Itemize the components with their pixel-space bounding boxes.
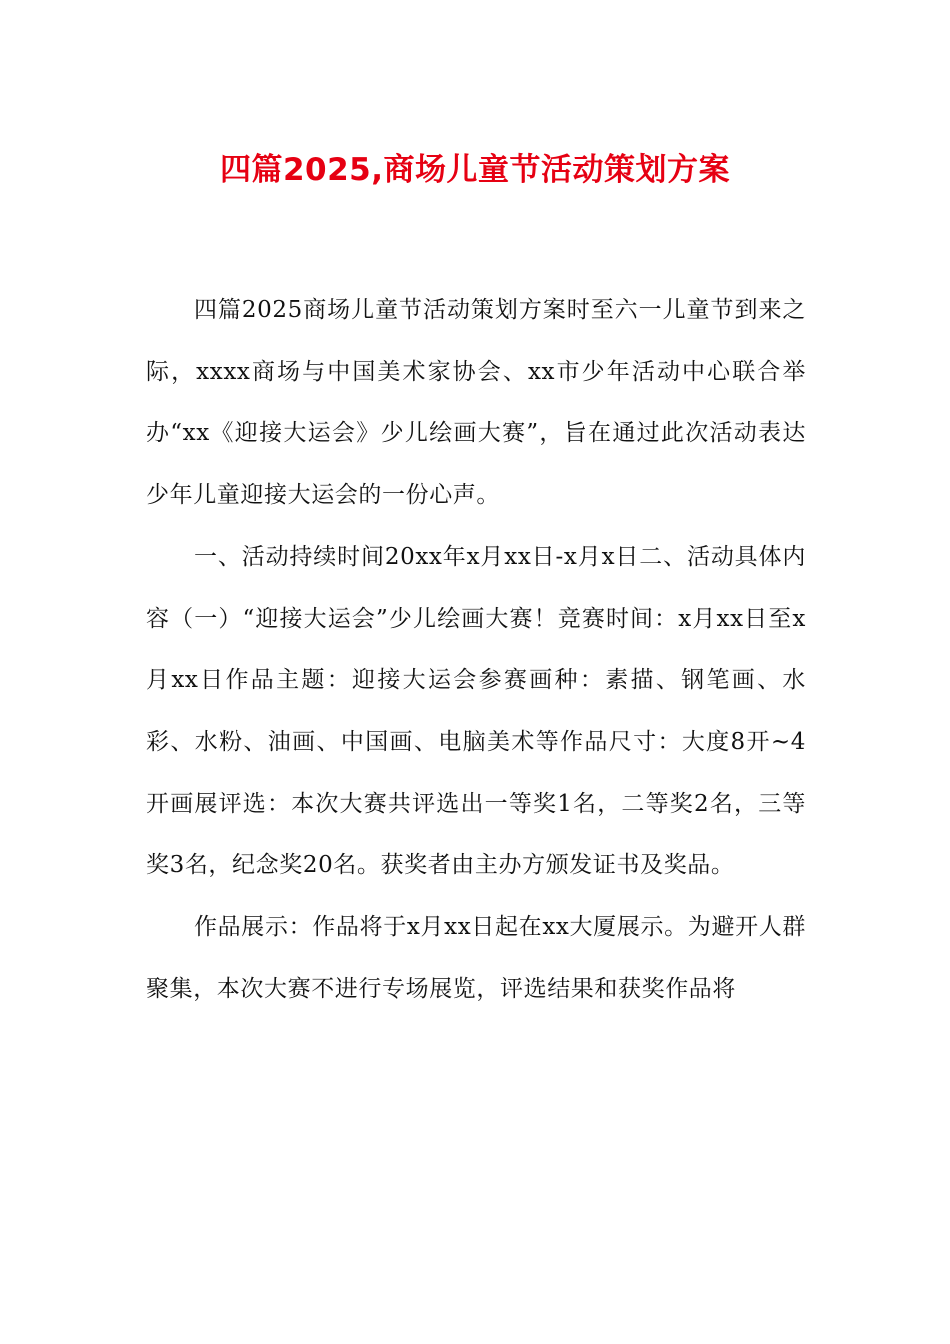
paragraph-intro: 四篇2025商场儿童节活动策划方案时至六一儿童节到来之际，xxxx商场与中国美术家协会、xx市少年活动中心联合举办“xx《迎接大运会》少儿绘画大赛”，旨在通过此次活动表达少年儿童迎接大运会的一份心声。	[146, 297, 806, 509]
paragraph-exhibition: 作品展示：作品将于x月xx日起在xx大厦展示。为避开人群聚集，本次大赛不进行专场展览，评选结果和获奖作品将	[146, 914, 806, 1002]
document-body	[146, 280, 806, 1020]
document-title: 四篇2025,商场儿童节活动策划方案	[219, 152, 731, 188]
paragraph-activity-details: 一、活动持续时间20xx年x月xx日-x月x日二、活动具体内容（一）“迎接大运会”少儿绘画大赛！竞赛时间：x月xx日至x月xx日作品主题：迎接大运会参赛画种：素描、钢笔画、水彩、水粉、油画、中国画、电脑美术等作品尺寸：大度8开~4开画展评选：本次大赛共评选出一等奖1名，二等奖2名，三等奖3名，纪念奖20名。获奖者由主办方颁发证书及奖品。	[146, 543, 806, 879]
